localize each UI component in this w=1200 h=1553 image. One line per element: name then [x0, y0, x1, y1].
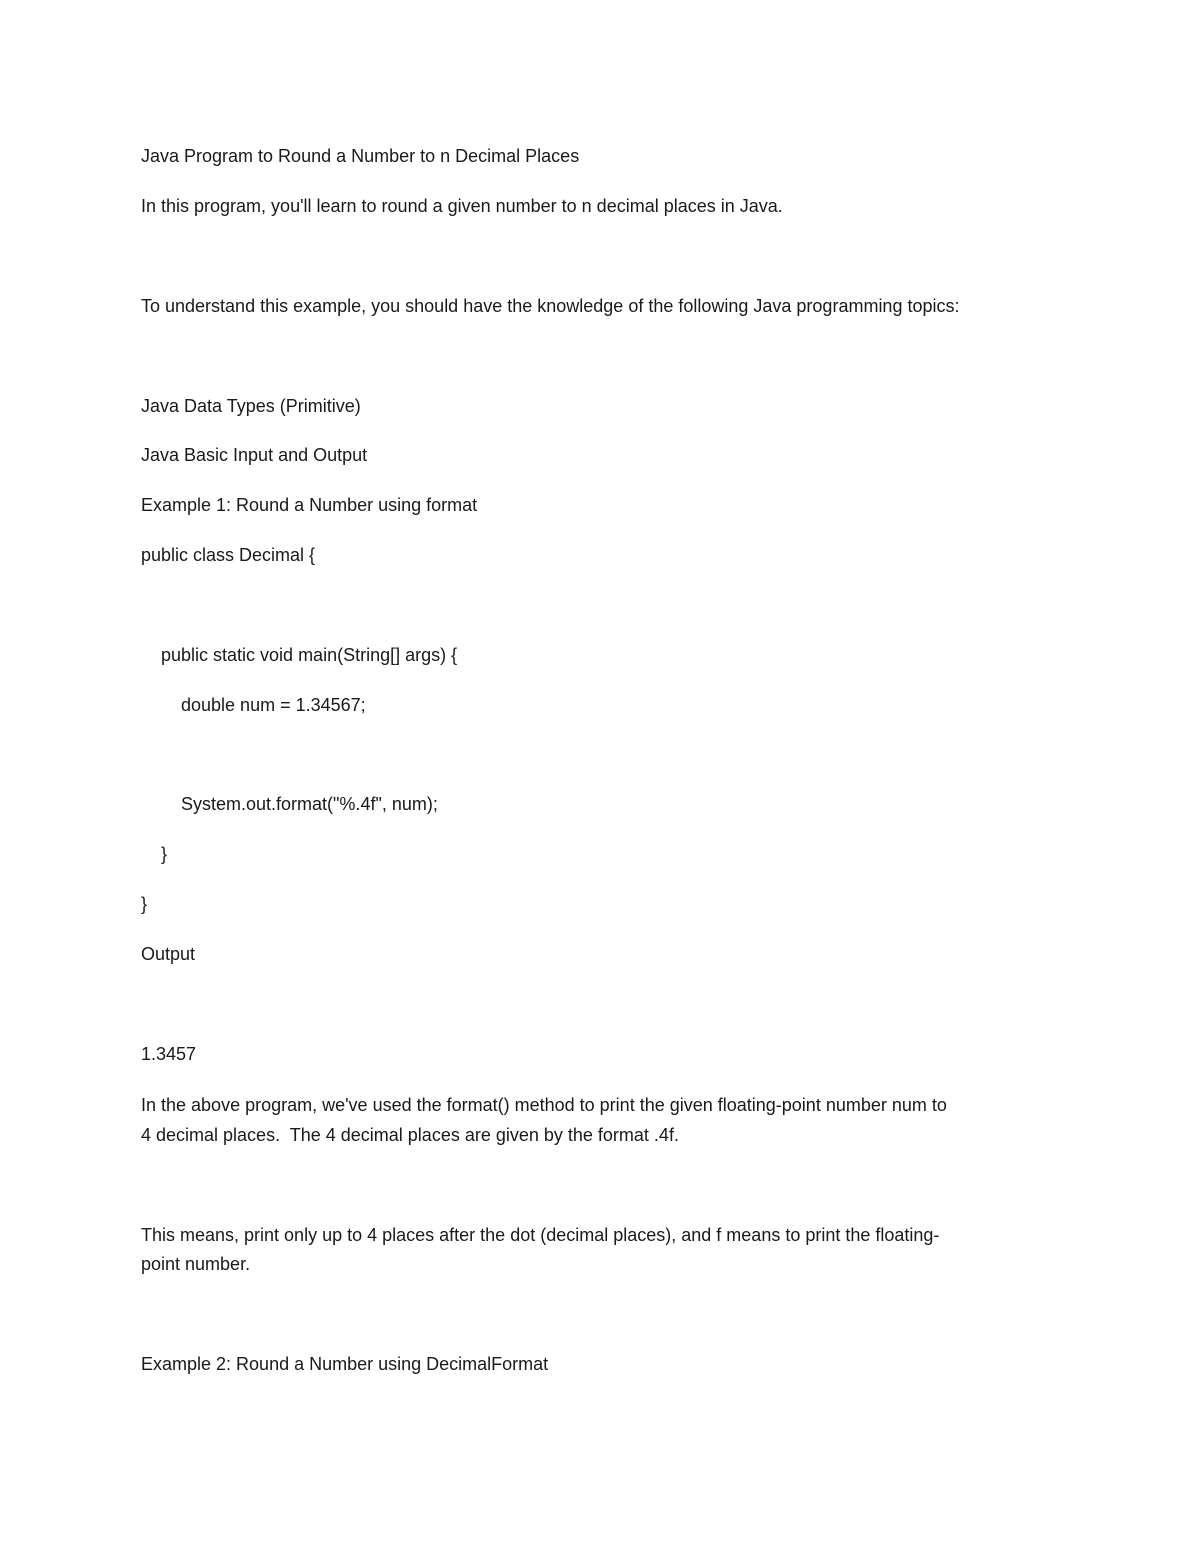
explanation-line: 4 decimal places. The 4 decimal places are given by the format .4f. [141, 1125, 679, 1145]
code-line: double num = 1.34567; [181, 695, 366, 715]
code-line: public class Decimal { [141, 545, 316, 565]
code-line: } [141, 894, 148, 914]
output-label: Output [141, 944, 196, 964]
code-line: } [161, 844, 168, 864]
meaning-line: This means, print only up to 4 places after the dot (decimal places), and f means to print the floating- [141, 1225, 940, 1245]
intro-paragraph: In this program, you'll learn to round a given number to n decimal places in Java. [141, 196, 783, 216]
topic-item: Java Basic Input and Output [141, 445, 368, 465]
output-value: 1.3457 [141, 1044, 197, 1064]
example2-heading: Example 2: Round a Number using DecimalFormat [141, 1354, 549, 1374]
page-title: Java Program to Round a Number to n Decimal Places [141, 146, 580, 166]
meaning-line: point number. [141, 1254, 251, 1274]
topic-item: Java Data Types (Primitive) [141, 396, 361, 416]
prerequisite-intro: To understand this example, you should have the knowledge of the following Java programming topics: [141, 296, 960, 316]
code-line: System.out.format("%.4f", num); [181, 794, 438, 814]
example1-heading: Example 1: Round a Number using format [141, 495, 478, 515]
explanation-line: In the above program, we've used the format() method to print the given floating-point number num to [141, 1095, 947, 1115]
code-line: public static void main(String[] args) { [161, 645, 458, 665]
